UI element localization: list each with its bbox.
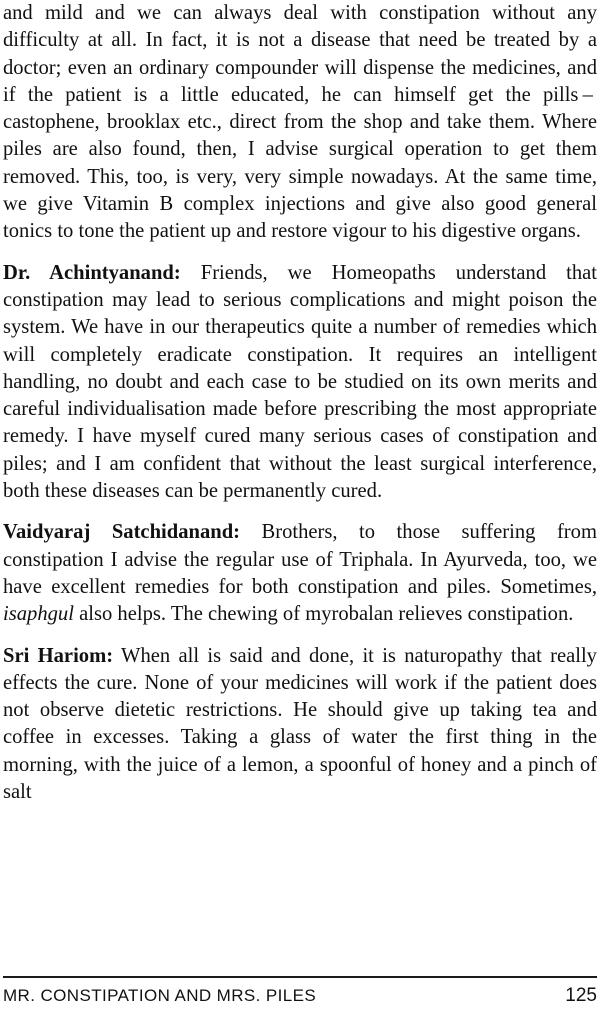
speaker-name: Vaidyaraj Satchidanand:	[3, 521, 241, 544]
speaker-name: Dr. Achintyanand:	[3, 261, 181, 284]
paragraph-text: also helps. The chewing of myrobalan relieves constipation.	[73, 603, 574, 626]
paragraph-hariom	[3, 643, 597, 807]
paragraph-text: Brothers, to those suffering from constipation I advise the regular use of Triphala. In Ayurveda, too, we have excellent remedies for both constipation and piles. Sometimes,	[3, 521, 597, 598]
paragraph-text: When all is said and done, it is naturopathy that really effects the cure. None of your medicines will work if the patient does not observe dietetic restrictions. He should give up taking tea and coffee in excesses. Taking a glass of water the first thing in the morning, with the juice of a lemon, a spoonful of honey and a pinch of salt	[3, 644, 597, 804]
paragraph-continuation	[3, 0, 597, 246]
paragraph-text: and mild and we can always deal with constipation without any difficulty at all. In fact, it is not a disease that need be treated by a doctor; even an ordinary compounder will dispense the medicines, and if the patient is a little educated, he can himself get the pills – castophene, brooklax etc., direct from the shop and take them. Where piles are also found, then, I advise surgical operation to get them removed. This, too, is very, very simple nowadays. At the same time, we give Vitamin B complex injections and give also good general tonics to tone the patient up and restore vigour to his digestive organs.	[3, 2, 597, 243]
speaker-name: Sri Hariom:	[3, 644, 114, 667]
page-footer	[3, 983, 597, 1009]
footer-rule	[3, 976, 597, 978]
paragraph-achintyanand	[3, 260, 597, 506]
italic-term: isaphgul	[3, 603, 74, 626]
paragraph-text: Friends, we Homeopaths understand that constipation may lead to serious complications and might poison the system. We have in our therapeutics quite a number of remedies which will completely eradicate constipation. It requires an intelligent handling, no doubt and each case to be studied on its own merits and careful individualisation made before prescribing the most appropriate remedy. I have myself cured many serious cases of constipation and piles; and I am confident that without the least surgical interference, both these diseases can be permanently cured.	[3, 261, 598, 503]
paragraph-satchidanand	[3, 519, 597, 628]
running-title: MR. CONSTIPATION AND MRS. PILES	[3, 986, 317, 1005]
page-number: 125	[565, 985, 597, 1006]
page-body	[3, 0, 597, 806]
